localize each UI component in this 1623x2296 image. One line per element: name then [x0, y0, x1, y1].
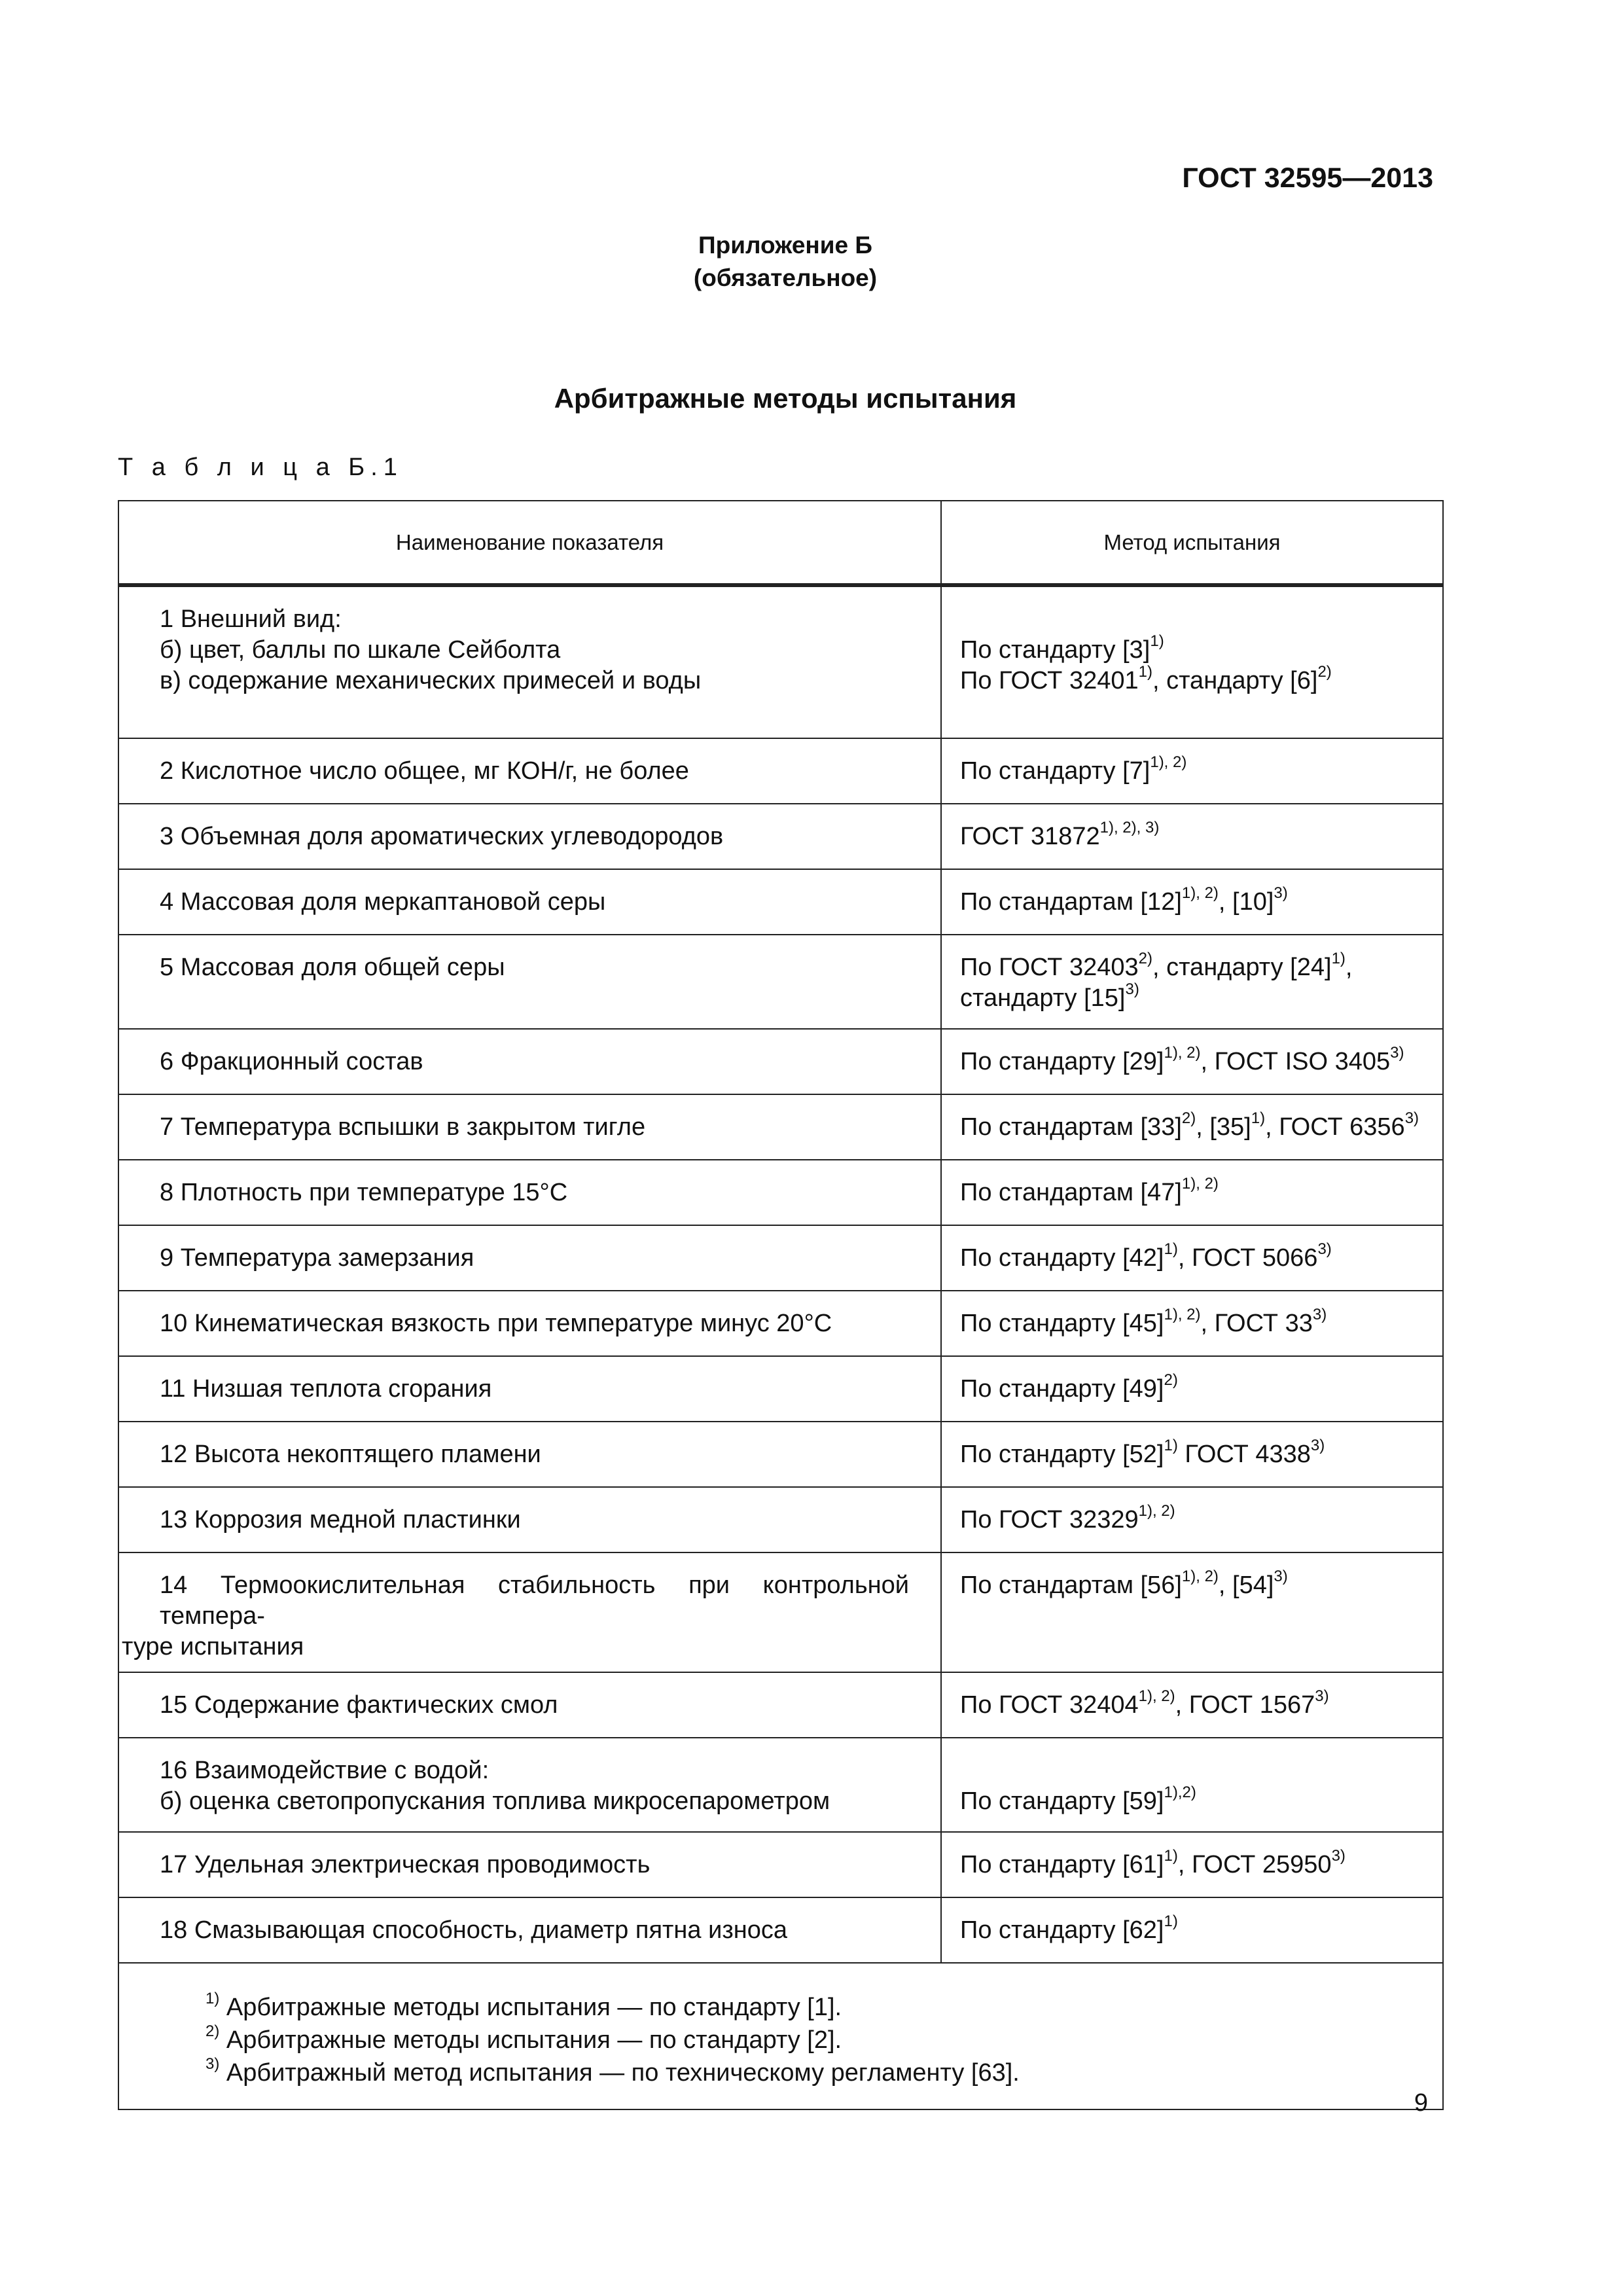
method-text: , [35]	[1196, 1113, 1251, 1141]
indicator-cell: 12 Высота некоптящего пламени	[118, 1422, 941, 1487]
method-text: По стандарту [29]	[960, 1048, 1164, 1075]
footnote-mark: 1), 2)	[1164, 1306, 1201, 1324]
footnote-mark: 3)	[1312, 1306, 1327, 1324]
footnote-mark: 3)	[1125, 980, 1139, 999]
indicator-cell: 4 Массовая доля меркаптановой серы	[118, 869, 941, 935]
method-text: По стандарту [42]	[960, 1244, 1164, 1272]
method-cell	[941, 1356, 1443, 1422]
method-text: По стандарту [52]	[960, 1441, 1164, 1468]
table-row	[118, 1029, 1443, 1094]
footnote-mark: 3)	[205, 2055, 220, 2073]
method-text: По ГОСТ 32404	[960, 1691, 1139, 1719]
footnote-mark: 1)	[1251, 1109, 1266, 1128]
method-text: ,	[1345, 954, 1353, 981]
table-row	[118, 1897, 1443, 1963]
footnote	[205, 2056, 1442, 2089]
page-title: Арбитражные методы испытания	[554, 383, 1017, 414]
method-cell	[941, 1291, 1443, 1356]
method-line	[960, 604, 1424, 635]
method-cell	[941, 1422, 1443, 1487]
footnote-mark: 3)	[1404, 1109, 1419, 1128]
table-row	[118, 1552, 1443, 1672]
method-text: По стандарту [61]	[960, 1851, 1164, 1878]
method-text: По стандартам [33]	[960, 1113, 1182, 1141]
footnote-mark: 1)	[1164, 1437, 1178, 1455]
table-row	[118, 1094, 1443, 1160]
table-row	[118, 1422, 1443, 1487]
method-line	[960, 1786, 1424, 1817]
table-row	[118, 1738, 1443, 1832]
footnote-mark: 3)	[1317, 1240, 1332, 1259]
column-header-method: Метод испытания	[941, 501, 1443, 585]
indicator-line: б) оценка светопропускания топлива микросепарометром	[160, 1787, 830, 1815]
method-cell	[941, 585, 1443, 738]
method-text: , ГОСТ 1567	[1175, 1691, 1315, 1719]
footnote-mark: 1)	[1164, 1240, 1178, 1259]
footnote-mark: 2)	[205, 2022, 220, 2041]
method-line	[960, 1755, 1424, 1786]
method-text: По стандарту [3]	[960, 636, 1150, 664]
footnote-mark: 3)	[1331, 1847, 1346, 1865]
footnote-mark: 1),2)	[1164, 1784, 1196, 1802]
method-cell	[941, 869, 1443, 935]
method-cell	[941, 1672, 1443, 1738]
method-text: По стандартам [56]	[960, 1571, 1182, 1599]
indicator-cell: 11 Низшая теплота сгорания	[118, 1356, 941, 1422]
method-text: По стандарту [62]	[960, 1916, 1164, 1944]
indicator-cell: 7 Температура вспышки в закрытом тигле	[118, 1094, 941, 1160]
method-text: По стандарту [45]	[960, 1310, 1164, 1337]
method-text: По стандарту [7]	[960, 757, 1150, 785]
indicator-line: 16 Взаимодействие с водой:	[160, 1757, 490, 1784]
indicator-cell: 18 Смазывающая способность, диаметр пятна износа	[118, 1897, 941, 1963]
footnote	[205, 2024, 1442, 2056]
footnote-mark: 1)	[1138, 663, 1152, 681]
method-text: , [10]	[1218, 888, 1274, 916]
method-line	[960, 980, 1424, 1014]
indicator-cell: 3 Объемная доля ароматических углеводородов	[118, 804, 941, 869]
table-row	[118, 1356, 1443, 1422]
footnotes-row	[118, 1963, 1443, 2109]
page-number: 9	[1414, 2089, 1428, 2117]
method-cell	[941, 935, 1443, 1029]
footnote-mark: 3)	[1274, 884, 1288, 903]
method-text: , ГОСТ 33	[1200, 1310, 1313, 1337]
indicator-cell	[118, 1552, 941, 1672]
indicator-cell: 8 Плотность при температуре 15°С	[118, 1160, 941, 1225]
table-row	[118, 1672, 1443, 1738]
indicator-cell: 15 Содержание фактических смол	[118, 1672, 941, 1738]
method-cell	[941, 1225, 1443, 1291]
indicator-cell: 2 Кислотное число общее, мг КОН/г, не более	[118, 738, 941, 804]
appendix-type: (обязательное)	[693, 264, 878, 291]
method-cell	[941, 804, 1443, 869]
method-text: По ГОСТ 32401	[960, 667, 1139, 694]
indicator-cell: 6 Фракционный состав	[118, 1029, 941, 1094]
footnotes-cell	[118, 1963, 1443, 2109]
method-text: , ГОСТ ISO 3405	[1200, 1048, 1391, 1075]
footnote-text: Арбитражные методы испытания — по стандарту [2].	[219, 2026, 842, 2054]
footnote-mark: 1), 2)	[1138, 1687, 1175, 1706]
indicator-cell: 9 Температура замерзания	[118, 1225, 941, 1291]
method-text: , [54]	[1218, 1571, 1274, 1599]
indicator-cell	[118, 585, 941, 738]
method-text: , ГОСТ 6356	[1265, 1113, 1405, 1141]
method-cell	[941, 1029, 1443, 1094]
method-text: стандарту [15]	[960, 984, 1126, 1012]
method-text: ГОСТ 4338	[1177, 1441, 1311, 1468]
method-text: , ГОСТ 5066	[1177, 1244, 1318, 1272]
table-row	[118, 1832, 1443, 1897]
method-line	[960, 663, 1424, 696]
table-row	[118, 1487, 1443, 1552]
method-text: По стандартам [12]	[960, 888, 1182, 916]
footnote-mark: 1)	[1164, 1847, 1178, 1865]
table-header-row	[118, 501, 1443, 585]
footnote-mark: 1)	[205, 1990, 220, 2008]
indicator-cell	[118, 1738, 941, 1832]
method-text: По ГОСТ 32403	[960, 954, 1139, 981]
methods-table	[118, 500, 1444, 2110]
method-text: По стандарту [49]	[960, 1375, 1164, 1403]
method-cell	[941, 1738, 1443, 1832]
method-text: По стандартам [47]	[960, 1179, 1182, 1206]
standard-number: ГОСТ 32595—2013	[1182, 162, 1433, 194]
table-row	[118, 1225, 1443, 1291]
table-row	[118, 1160, 1443, 1225]
indicator-line: туре испытания	[122, 1633, 304, 1660]
method-cell	[941, 1094, 1443, 1160]
method-line	[960, 632, 1424, 666]
method-cell	[941, 1552, 1443, 1672]
indicator-line: в) содержание механических примесей и воды	[160, 667, 702, 694]
footnote-mark: 3)	[1310, 1437, 1325, 1455]
indicator-cell: 17 Удельная электрическая проводимость	[118, 1832, 941, 1897]
footnote-mark: 2)	[1138, 950, 1152, 968]
footnote-mark: 1)	[1331, 950, 1346, 968]
footnote-mark: 2)	[1181, 1109, 1196, 1128]
method-cell	[941, 1487, 1443, 1552]
footnote-mark: 1), 2)	[1164, 1044, 1201, 1062]
method-text: ГОСТ 31872	[960, 823, 1100, 850]
table-row	[118, 1291, 1443, 1356]
method-cell	[941, 1832, 1443, 1897]
footnote-text: Арбитражный метод испытания — по техническому регламенту [63].	[219, 2059, 1020, 2087]
table-row	[118, 804, 1443, 869]
table-row	[118, 738, 1443, 804]
method-text: , стандарту [24]	[1152, 954, 1332, 981]
indicator-line: 1 Внешний вид:	[160, 605, 342, 633]
footnote-mark: 1), 2)	[1138, 1502, 1175, 1520]
method-cell	[941, 1897, 1443, 1963]
footnote-mark: 1), 2)	[1181, 1568, 1219, 1586]
footnote-mark: 1), 2)	[1181, 884, 1219, 903]
indicator-cell: 13 Коррозия медной пластинки	[118, 1487, 941, 1552]
method-cell	[941, 738, 1443, 804]
appendix-heading	[0, 229, 1571, 295]
footnote	[205, 1991, 1442, 2024]
method-cell	[941, 1160, 1443, 1225]
appendix-title: Приложение Б	[698, 232, 872, 259]
table-row	[118, 869, 1443, 935]
footnote-mark: 2)	[1317, 663, 1332, 681]
table-row	[118, 935, 1443, 1029]
method-text: По ГОСТ 32329	[960, 1506, 1139, 1534]
indicator-cell: 5 Массовая доля общей серы	[118, 935, 941, 1029]
footnote-mark: 1), 2), 3)	[1099, 819, 1160, 837]
footnote-mark: 2)	[1164, 1371, 1178, 1390]
footnote-mark: 1)	[1150, 632, 1164, 651]
footnote-mark: 1), 2)	[1181, 1175, 1219, 1193]
table-label: Т а б л и ц а Б.1	[118, 454, 403, 481]
footnote-mark: 1), 2)	[1150, 753, 1187, 772]
method-text: По стандарту [59]	[960, 1787, 1164, 1815]
column-header-indicator: Наименование показателя	[118, 501, 941, 585]
footnote-mark: 3)	[1315, 1687, 1329, 1706]
indicator-line: 14 Термоокислительная стабильность при контрольной темпера-	[160, 1571, 909, 1630]
indicator-cell: 10 Кинематическая вязкость при температуре минус 20°С	[118, 1291, 941, 1356]
method-text: , ГОСТ 25950	[1177, 1851, 1332, 1878]
indicator-line: б) цвет, баллы по шкале Сейболта	[160, 636, 561, 664]
footnote-text: Арбитражные методы испытания — по стандарту [1].	[219, 1994, 842, 2021]
footnote-mark: 3)	[1274, 1568, 1288, 1586]
table-row	[118, 585, 1443, 738]
method-text: , стандарту [6]	[1152, 667, 1318, 694]
footnote-mark: 1)	[1164, 1912, 1178, 1931]
footnote-mark: 3)	[1390, 1044, 1404, 1062]
